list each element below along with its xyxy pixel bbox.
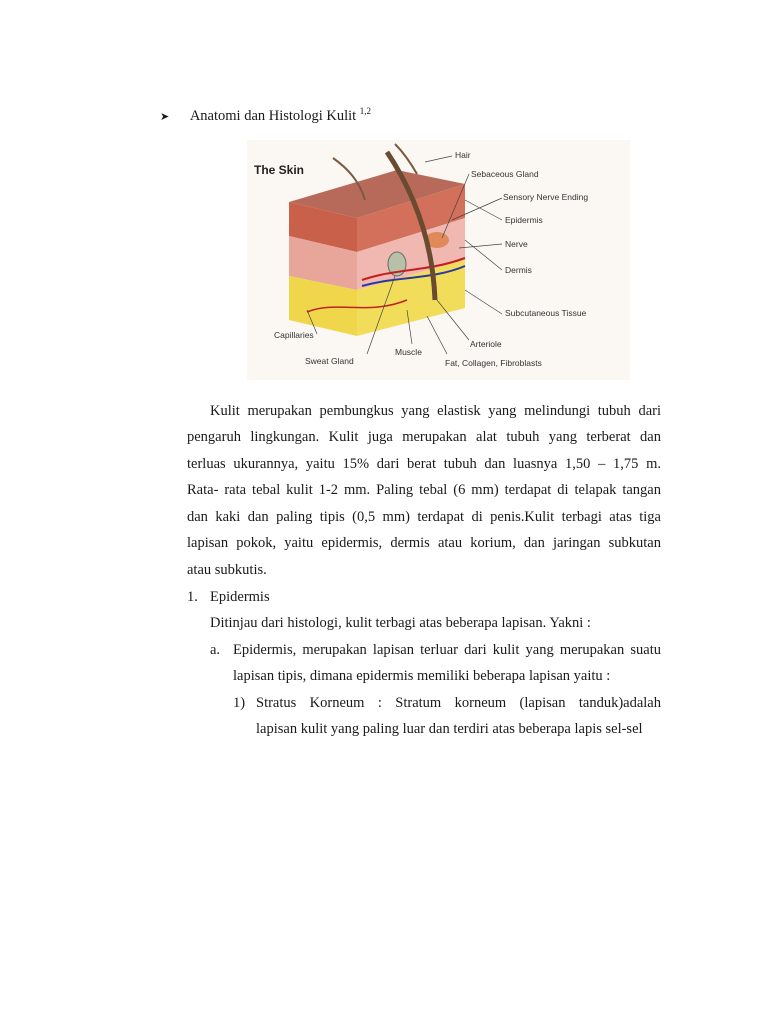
label-muscle: Muscle (395, 347, 422, 357)
figure-title: The Skin (254, 163, 305, 177)
paragraph-line: dan kaki dan paling tipis (0,5 mm) terdapat di penis.Kulit terbagi atas tiga (187, 509, 661, 525)
skin-diagram-figure (247, 140, 630, 380)
sublist-1-line: Stratus Korneum : Stratum korneum (lapisan tanduk)adalah (256, 695, 661, 711)
paragraph-line: atau subkutis. (187, 562, 267, 578)
section-heading (160, 106, 371, 125)
paragraph-line: Kulit merupakan pembungkus yang elastisk yang melindungi tubuh dari (210, 403, 661, 419)
arrow-bullet-icon: ➤ (160, 111, 170, 123)
label-sensory-nerve-ending: Sensory Nerve Ending (503, 192, 589, 202)
label-capillaries: Capillaries (274, 330, 314, 340)
heading-text (190, 108, 371, 124)
list-item-intro: Ditinjau dari histologi, kulit terbagi atas beberapa lapisan. Yakni : (210, 615, 591, 631)
label-epidermis: Epidermis (505, 215, 543, 225)
label-nerve: Nerve (505, 239, 528, 249)
sublist-marker-a: a. (210, 642, 221, 658)
label-subcutaneous-tissue: Subcutaneous Tissue (505, 308, 587, 318)
label-fat-collagen-fibroblasts: Fat, Collagen, Fibroblasts (445, 358, 542, 368)
heading-superscript: 1,2 (359, 106, 372, 116)
label-sebaceous-gland: Sebaceous Gland (471, 169, 539, 179)
sublist-a-line: Epidermis, merupakan lapisan terluar dari kulit yang merupakan suatu (233, 642, 661, 658)
sublist-1-line: lapisan kulit yang paling luar dan terdiri atas beberapa lapis sel-sel (256, 721, 643, 737)
paragraph-line: pengaruh lingkungan. Kulit juga merupakan alat tubuh yang terberat dan (187, 429, 661, 445)
list-marker-1: 1. (187, 589, 198, 605)
heading-title: Anatomi dan Histologi Kulit (189, 108, 360, 124)
paragraph-line: lapisan pokok, yaitu epidermis, dermis atau korium, dan jaringan subkutan (187, 535, 661, 551)
sublist-a-line: lapisan tipis, dimana epidermis memiliki beberapa lapisan yaitu : (233, 668, 611, 684)
skin-diagram (247, 140, 630, 380)
list-item-epidermis-title: Epidermis (210, 589, 270, 605)
label-hair: Hair (455, 150, 471, 160)
paragraph-line: terluas ukurannya, yaitu 15% dari berat tubuh dan luasnya 1,50 – 1,75 m. (187, 456, 661, 472)
paragraph-line: Rata- rata tebal kulit 1-2 mm. Paling tebal (6 mm) terdapat di telapak tangan (187, 482, 661, 498)
label-arteriole: Arteriole (470, 339, 502, 349)
sublist-marker-1: 1) (233, 695, 246, 711)
label-sweat-gland: Sweat Gland (305, 356, 354, 366)
label-dermis: Dermis (505, 265, 532, 275)
